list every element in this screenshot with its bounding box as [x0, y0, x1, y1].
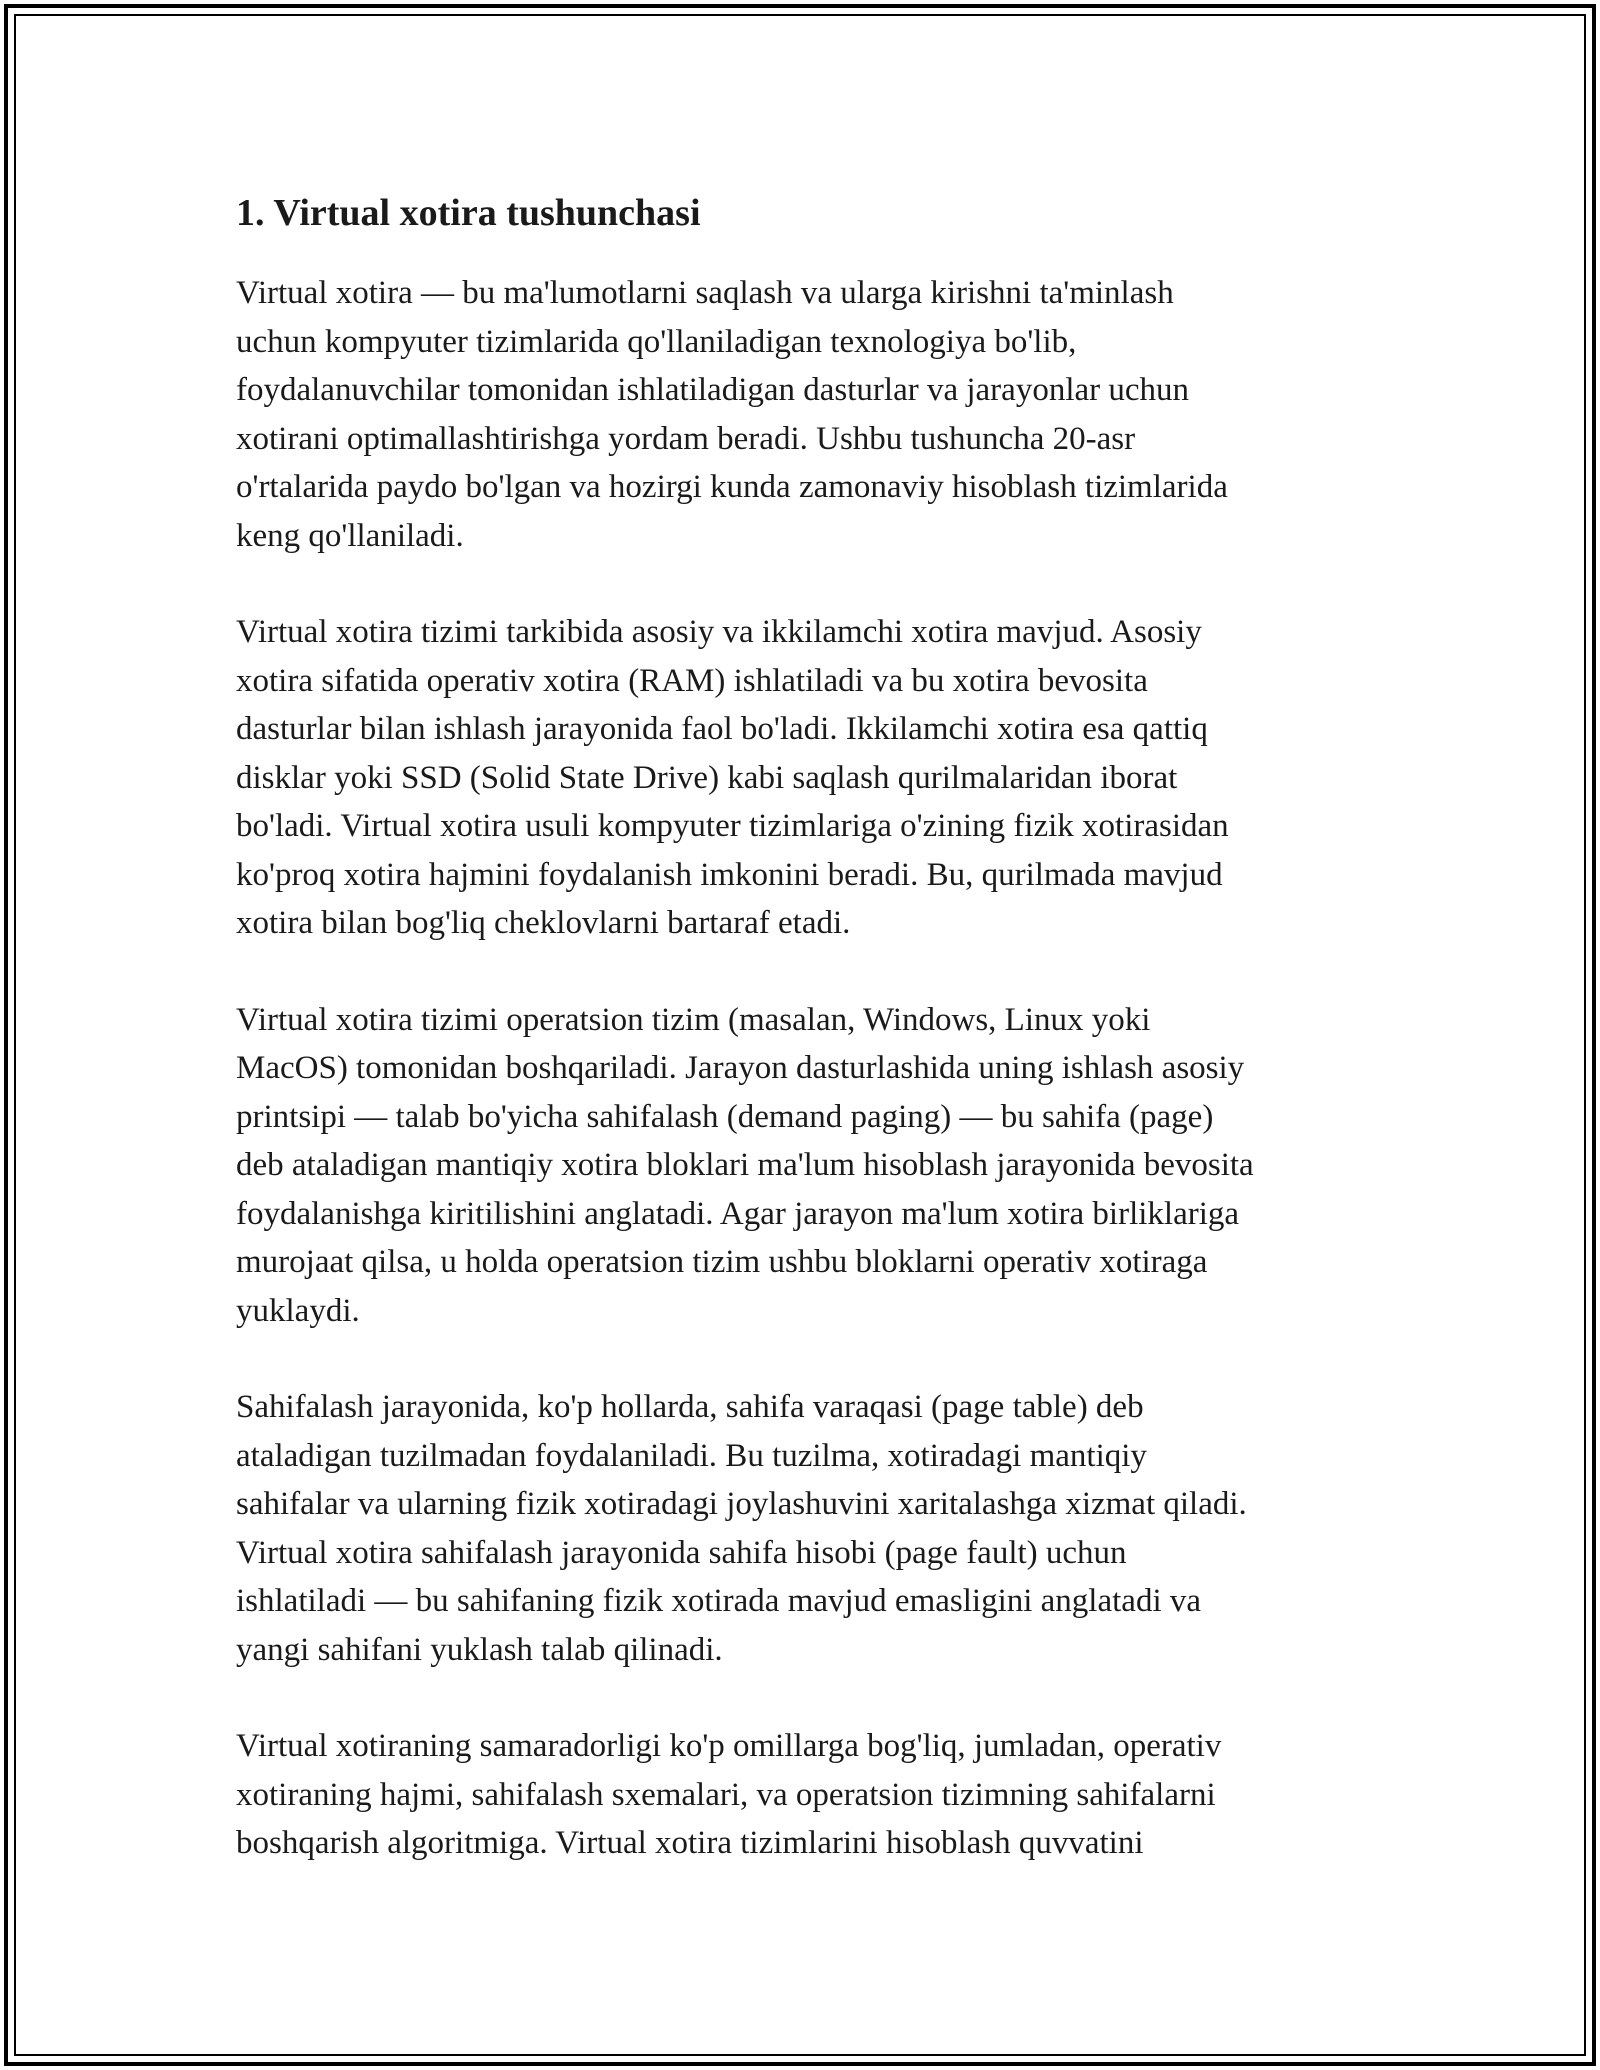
section-heading: 1. Virtual xotira tushunchasi: [236, 192, 701, 234]
document-body: [236, 185, 1376, 1916]
paragraph-1: Virtual xotira — bu ma'lumotlarni saqlash va ularga kirishni ta'minlash uchun kompyuter tizimlarida qo'llaniladigan texnologiya bo'lib, foydalanuvchilar tomonidan ishlatiladigan dasturlar va jarayonlar uchun xotirani optimallashtirishga yordam beradi. Ushbu tushuncha 20-asr o'rtalarida paydo bo'lgan va hozirgi kunda zamonaviy hisoblash tizimlarida keng qo'llaniladi.: [236, 275, 1228, 554]
paragraph-3: Virtual xotira tizimi operatsion tizim (masalan, Windows, Linux yoki MacOS) tomonidan boshqariladi. Jarayon dasturlashida uning ishlash asosiy printsipi — talab bo'yicha sahifalash (demand paging) — bu sahifa (page) deb ataladigan mantiqiy xotira bloklari ma'lum hisoblash jarayonida bevosita foydalanishga kiritilishini anglatadi. Agar jarayon ma'lum xotira birliklariga murojaat qilsa, u holda operatsion tizim ushbu bloklarni operativ xotiraga yuklaydi.: [236, 1001, 1254, 1329]
paragraph-4: Sahifalash jarayonida, ko'p hollarda, sahifa varaqasi (page table) deb ataladigan tuzilmadan foydalaniladi. Bu tuzilma, xotiradagi mantiqiy sahifalar va ularning fizik xotiradagi joylashuvini xaritalashga xizmat qiladi. Virtual xotira sahifalash jarayonida sahifa hisobi (page fault) uchun ishlatiladi — bu sahifaning fizik xotirada mavjud emasligini anglatadi va yangi sahifani yuklash talab qilinadi.: [236, 1389, 1247, 1668]
paragraph-5: Virtual xotiraning samaradorligi ko'p omillarga bog'liq, jumladan, operativ xotiraning hajmi, sahifalash sxemalari, va operatsion tizimning sahifalarni boshqarish algoritmiga. Virtual xotira tizimlarini hisoblash quvvatini: [236, 1728, 1222, 1861]
paragraph-2: Virtual xotira tizimi tarkibida asosiy va ikkilamchi xotira mavjud. Asosiy xotira sifatida operativ xotira (RAM) ishlatiladi va bu xotira bevosita dasturlar bilan ishlash jarayonida faol bo'ladi. Ikkilamchi xotira esa qattiq disklar yoki SSD (Solid State Drive) kabi saqlash qurilmalaridan iborat bo'ladi. Virtual xotira usuli kompyuter tizimlariga o'zining fizik xotirasidan ko'proq xotira hajmini foydalanish imkonini beradi. Bu, qurilmada mavjud xotira bilan bog'liq cheklovlarni bartaraf etadi.: [236, 614, 1229, 941]
